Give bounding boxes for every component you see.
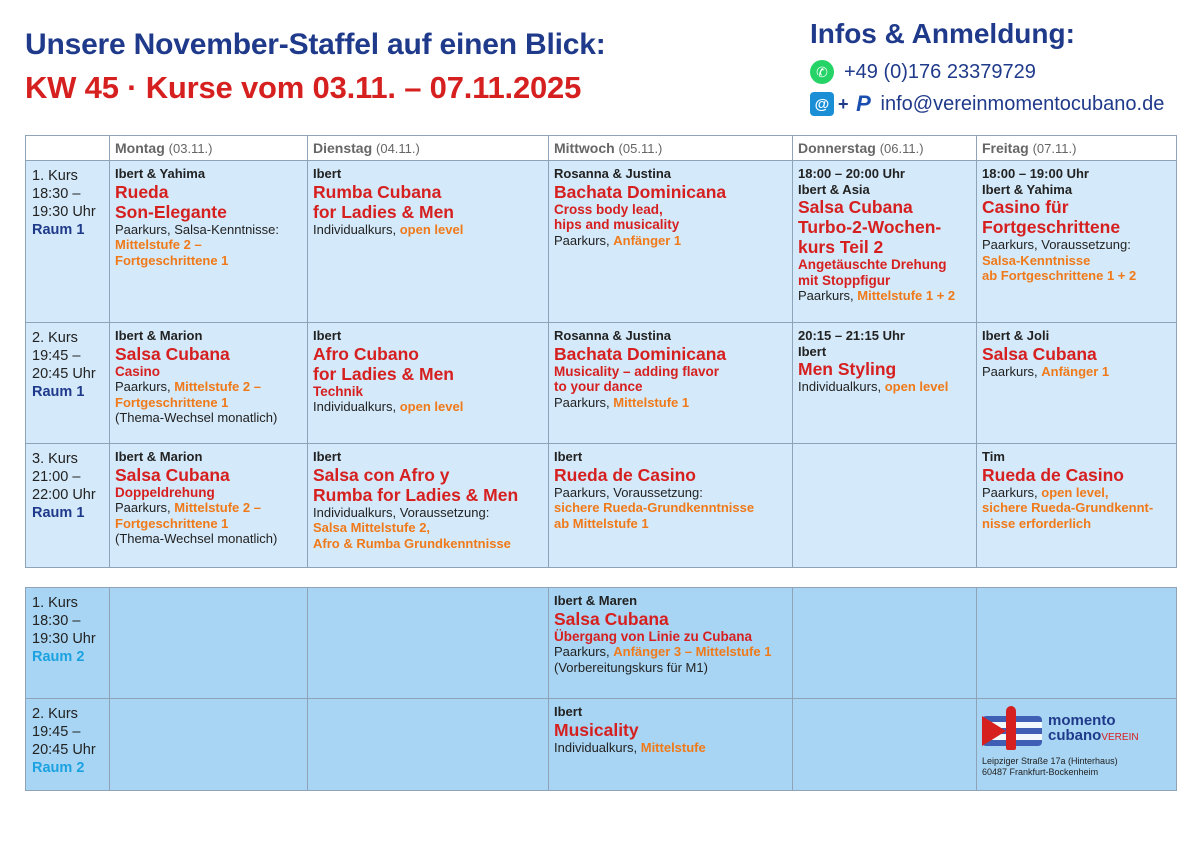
day-header-friday: Freitag (07.11.) — [977, 136, 1177, 161]
course-cell: Ibert Salsa con Afro y Rumba for Ladies & Men Individualkurs, Voraussetzung: Salsa Mittelstufe 2, Afro & Rumba Grundkenntnisse — [308, 444, 549, 568]
empty-cell — [308, 588, 549, 699]
empty-cell — [977, 588, 1177, 699]
day-header-monday: Montag (03.11.) — [110, 136, 308, 161]
header-row — [26, 136, 1177, 161]
phone-number[interactable]: +49 (0)176 23379729 — [844, 60, 1036, 83]
week-subtitle: KW 45 · Kurse vom 03.11. – 07.11.2025 — [25, 70, 582, 105]
course-cell: Rosanna & Justina Bachata Dominicana Musicality – adding flavor to your dance Paarkurs, Mittelstufe 1 — [549, 323, 793, 444]
info-title: Infos & Anmeldung: — [810, 18, 1075, 49]
room-label: Raum 2 — [32, 649, 85, 665]
dancer-flag-icon — [982, 706, 1038, 752]
course-cell: Ibert & Marion Salsa Cubana Doppeldrehung Paarkurs, Mittelstufe 2 – Fortgeschrittene 1 (Thema-Wechsel monatlich) — [110, 444, 308, 568]
empty-cell — [793, 699, 977, 791]
course-cell: 18:00 – 19:00 Uhr Ibert & Yahima Casino für Fortgeschrittene Paarkurs, Voraussetzung: Salsa-Kenntnisse ab Fortgeschrittene 1 + 2 — [977, 161, 1177, 323]
course-cell: 18:00 – 20:00 Uhr Ibert & Asia Salsa Cubana Turbo-2-Wochen- kurs Teil 2 Angetäuschte Drehung mit Stoppfigur Paarkurs, Mittelstufe 1 + 2 — [793, 161, 977, 323]
momento-cubano-logo: momento cubanoVEREIN — [982, 706, 1171, 752]
course-cell: Ibert & Joli Salsa Cubana Paarkurs, Anfänger 1 — [977, 323, 1177, 444]
corner-cell — [26, 136, 110, 161]
course-cell: Ibert Rumba Cubana for Ladies & Men Individualkurs, open level — [308, 161, 549, 323]
room-label: Raum 1 — [32, 222, 85, 238]
time-slot: 1. Kurs 18:30 – 19:30 Uhr Raum 2 — [26, 588, 110, 699]
time-slot: 3. Kurs 21:00 – 22:00 Uhr Raum 1 — [26, 444, 110, 568]
table-row — [26, 444, 1177, 568]
email-icon: @ — [810, 92, 834, 116]
phone-row — [810, 60, 1036, 84]
email-address[interactable]: info@vereinmomentocubano.de — [880, 92, 1165, 115]
empty-cell — [110, 588, 308, 699]
table-row — [26, 161, 1177, 323]
course-cell: Ibert & Yahima Rueda Son-Elegante Paarkurs, Salsa-Kenntnisse: Mittelstufe 2 – Fortgeschrittene 1 — [110, 161, 308, 323]
course-cell: Tim Rueda de Casino Paarkurs, open level, sichere Rueda-Grundkennt- nisse erforderlich — [977, 444, 1177, 568]
day-header-wednesday: Mittwoch (05.11.) — [549, 136, 793, 161]
room-label: Raum 1 — [32, 505, 85, 521]
room-label: Raum 2 — [32, 760, 85, 776]
course-cell: Ibert & Maren Salsa Cubana Übergang von Linie zu Cubana Paarkurs, Anfänger 3 – Mittelstufe 1 (Vorbereitungskurs für M1) — [549, 588, 793, 699]
address-line: Leipziger Straße 17a (Hinterhaus) — [982, 756, 1118, 766]
address-line: 60487 Frankfurt-Bockenheim — [982, 767, 1099, 777]
separator-row — [26, 568, 1177, 588]
day-header-thursday: Donnerstag (06.11.) — [793, 136, 977, 161]
empty-cell — [793, 588, 977, 699]
plus-separator: + — [838, 93, 849, 114]
table-row — [26, 323, 1177, 444]
table-row — [26, 699, 1177, 791]
empty-cell — [793, 444, 977, 568]
course-cell: 20:15 – 21:15 Uhr Ibert Men Styling Individualkurs, open level — [793, 323, 977, 444]
logo-cell — [977, 699, 1177, 791]
time-slot: 2. Kurs 19:45 – 20:45 Uhr Raum 1 — [26, 323, 110, 444]
course-cell: Ibert Musicality Individualkurs, Mittelstufe — [549, 699, 793, 791]
schedule-table — [25, 135, 1177, 791]
course-cell: Rosanna & Justina Bachata Dominicana Cross body lead, hips and musicality Paarkurs, Anfänger 1 — [549, 161, 793, 323]
course-cell: Ibert Rueda de Casino Paarkurs, Voraussetzung: sichere Rueda-Grundkenntnisse ab Mittelstufe 1 — [549, 444, 793, 568]
whatsapp-icon: ✆ — [810, 60, 834, 84]
course-cell: Ibert Afro Cubano for Ladies & Men Technik Individualkurs, open level — [308, 323, 549, 444]
paypal-icon: P — [856, 91, 871, 116]
course-cell: Ibert & Marion Salsa Cubana Casino Paarkurs, Mittelstufe 2 – Fortgeschrittene 1 (Thema-Wechsel monatlich) — [110, 323, 308, 444]
table-row — [26, 588, 1177, 699]
day-header-tuesday: Dienstag (04.11.) — [308, 136, 549, 161]
empty-cell — [110, 699, 308, 791]
email-row — [810, 92, 1164, 116]
empty-cell — [308, 699, 549, 791]
room-label: Raum 1 — [32, 384, 85, 400]
page-title: Unsere November-Staffel auf einen Blick: — [25, 28, 606, 61]
time-slot: 1. Kurs 18:30 – 19:30 Uhr Raum 1 — [26, 161, 110, 323]
time-slot: 2. Kurs 19:45 – 20:45 Uhr Raum 2 — [26, 699, 110, 791]
